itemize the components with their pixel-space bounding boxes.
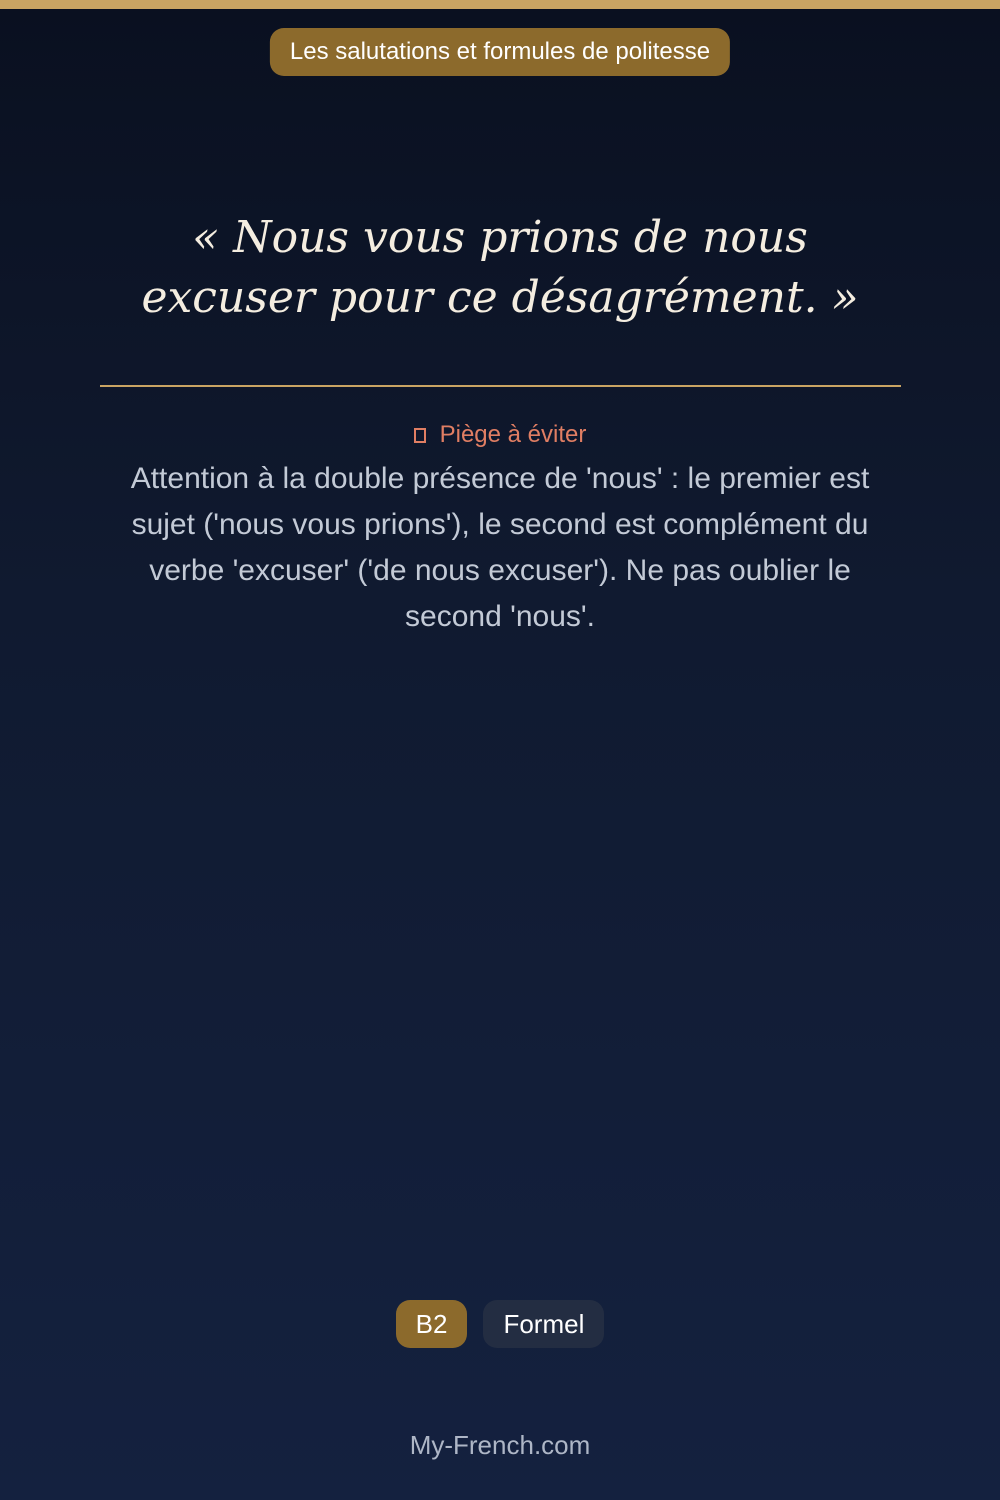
category-pill: Les salutations et formules de politesse bbox=[270, 28, 730, 76]
tag-list bbox=[0, 1300, 1000, 1348]
trap-heading bbox=[100, 418, 900, 452]
french-phrase-quote: « Nous vous prions de nous excuser pour ce désagrément. » bbox=[141, 212, 859, 323]
trap-explanation: Attention à la double présence de 'nous' : le premier est sujet ('nous vous prions'), le second est complément du verbe 'excuser' ('de nous excuser'). Ne pas oublier le second 'nous'. bbox=[130, 462, 870, 633]
divider bbox=[100, 385, 901, 387]
trap-box-icon bbox=[414, 428, 426, 443]
register-tag: Formel bbox=[483, 1300, 604, 1348]
level-tag: B2 bbox=[396, 1300, 468, 1348]
site-footer: My-French.com bbox=[409, 1430, 591, 1460]
trap-heading-label: Piège à éviter bbox=[439, 421, 587, 448]
top-accent-bar bbox=[0, 0, 1000, 9]
